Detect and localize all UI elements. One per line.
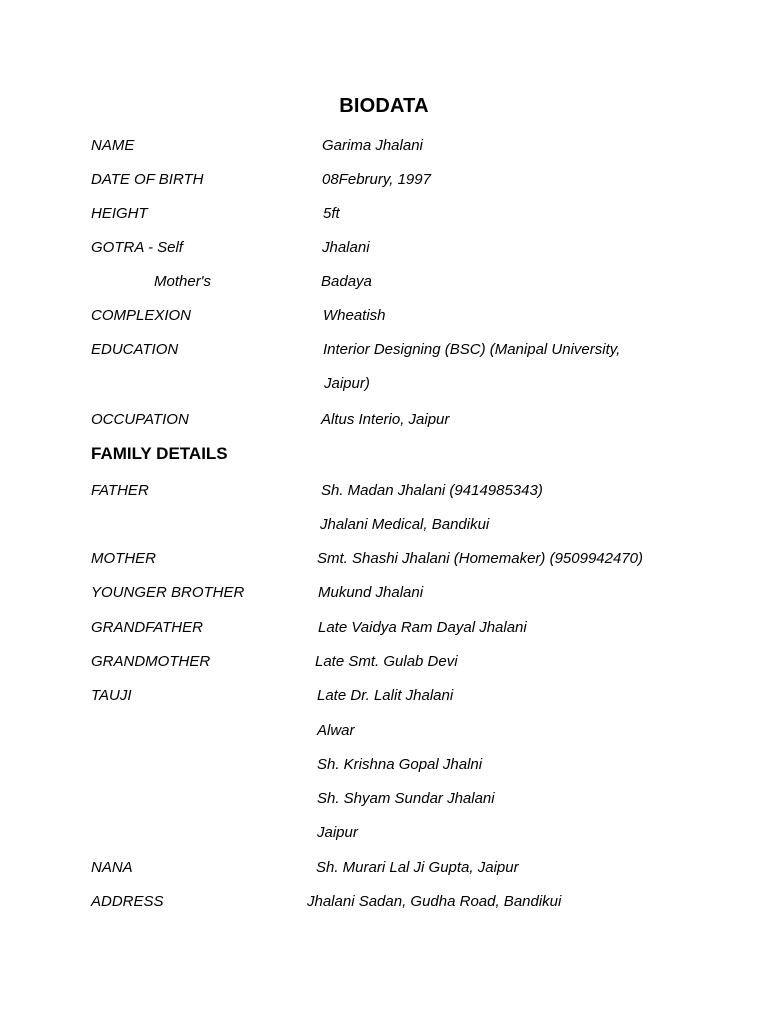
occupation-label: OCCUPATION — [91, 411, 189, 428]
education-label: EDUCATION — [91, 341, 179, 358]
mother-label: MOTHER — [91, 550, 156, 567]
grandmother-label: GRANDMOTHER — [91, 653, 211, 670]
complexion-value: Wheatish — [323, 307, 386, 324]
tauji-value-line1: Late Dr. Lalit Jhalani — [317, 687, 454, 704]
height-value: 5ft — [323, 205, 340, 222]
tauji-label: TAUJI — [91, 687, 132, 704]
grandmother-value: Late Smt. Gulab Devi — [315, 653, 458, 670]
gotra-self-value: Jhalani — [322, 239, 370, 256]
address-value: Jhalani Sadan, Gudha Road, Bandikui — [307, 893, 562, 910]
dob-value: 08Februry, 1997 — [322, 171, 431, 188]
grandfather-label: GRANDFATHER — [91, 619, 203, 636]
education-value-line2: Jaipur) — [324, 375, 370, 392]
mother-value: Smt. Shashi Jhalani (Homemaker) (9509942470) — [317, 550, 643, 567]
tauji-value-line5: Jaipur — [317, 824, 358, 841]
education-value-line1: Interior Designing (BSC) (Manipal University, — [323, 341, 621, 358]
complexion-label: COMPLEXION — [91, 307, 192, 324]
page-title: BIODATA — [339, 95, 429, 117]
name-label: NAME — [91, 137, 135, 154]
occupation-value: Altus Interio, Jaipur — [321, 411, 450, 428]
dob-label: DATE OF BIRTH — [91, 171, 204, 188]
name-value: Garima Jhalani — [322, 137, 423, 154]
tauji-value-line4: Sh. Shyam Sundar Jhalani — [317, 790, 495, 807]
tauji-value-line3: Sh. Krishna Gopal Jhalni — [317, 756, 483, 773]
height-label: HEIGHT — [91, 205, 148, 222]
nana-value: Sh. Murari Lal Ji Gupta, Jaipur — [316, 859, 519, 876]
grandfather-value: Late Vaidya Ram Dayal Jhalani — [318, 619, 527, 636]
father-label: FATHER — [91, 482, 149, 499]
father-value-line1: Sh. Madan Jhalani (9414985343) — [321, 482, 543, 499]
family-details-heading: FAMILY DETAILS — [91, 444, 228, 463]
gotra-self-label: GOTRA - Self — [91, 239, 183, 256]
gotra-mother-value: Badaya — [321, 273, 372, 290]
gotra-mother-label: Mother's — [154, 273, 212, 290]
father-value-line2: Jhalani Medical, Bandikui — [320, 516, 490, 533]
brother-value: Mukund Jhalani — [318, 584, 424, 601]
tauji-value-line2: Alwar — [317, 722, 355, 739]
nana-label: NANA — [91, 859, 133, 876]
brother-label: YOUNGER BROTHER — [91, 584, 245, 601]
address-label: ADDRESS — [91, 893, 164, 910]
